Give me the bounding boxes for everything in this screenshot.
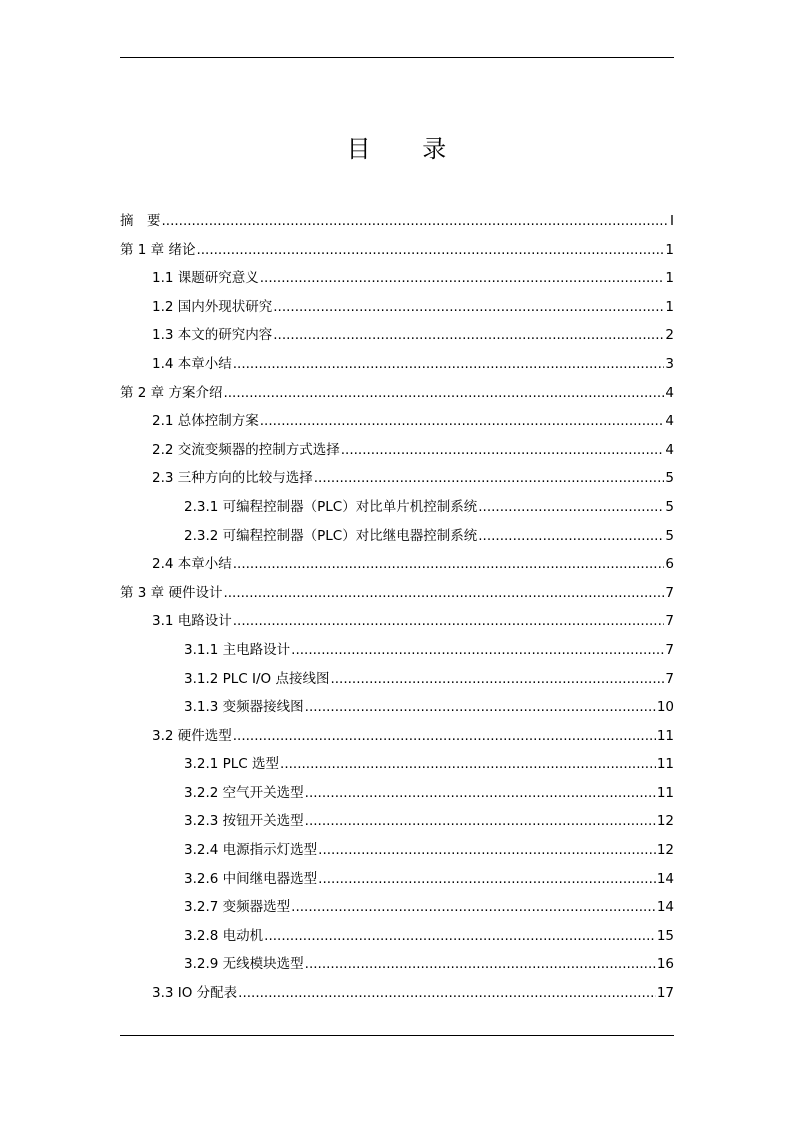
toc-entry[interactable] bbox=[120, 350, 674, 379]
header-rule bbox=[120, 57, 674, 58]
toc-entry-page: 11 bbox=[656, 784, 674, 801]
toc-entry-label: 3.2 硬件选型 bbox=[152, 727, 232, 744]
toc-entry-page: 14 bbox=[656, 899, 674, 916]
toc-entry-leader bbox=[260, 264, 665, 293]
toc-entry-leader bbox=[223, 579, 664, 608]
toc-entry-leader bbox=[318, 836, 656, 865]
toc-entry-page: 5 bbox=[665, 527, 674, 544]
toc-entry-page: 17 bbox=[656, 985, 674, 1002]
toc-entry-label: 3.2.9 无线模块选型 bbox=[184, 956, 304, 973]
footer-rule bbox=[120, 1035, 674, 1036]
toc-entry-label: 3.2.8 电动机 bbox=[184, 927, 264, 944]
toc-entry-leader bbox=[233, 350, 665, 379]
toc-entry-leader bbox=[291, 893, 656, 922]
toc-entry[interactable] bbox=[120, 264, 674, 293]
toc-entry-page: 12 bbox=[656, 842, 674, 859]
toc-entry-page: 3 bbox=[665, 355, 674, 372]
toc-entry-leader bbox=[273, 321, 664, 350]
toc-entry-leader bbox=[341, 436, 665, 465]
toc-entry[interactable] bbox=[120, 836, 674, 865]
toc-entry-label: 3.2.3 按钮开关选型 bbox=[184, 813, 304, 830]
toc-entry-leader bbox=[478, 493, 664, 522]
toc-entry-page: 1 bbox=[665, 270, 674, 287]
toc-entry-label: 1.2 国内外现状研究 bbox=[152, 298, 273, 315]
toc-entry-page: 5 bbox=[665, 498, 674, 515]
toc-entry-label: 3.3 IO 分配表 bbox=[152, 985, 238, 1002]
toc-entry-page: 7 bbox=[665, 641, 674, 658]
toc-entry[interactable] bbox=[120, 522, 674, 551]
toc-entry-page: 6 bbox=[665, 556, 674, 573]
toc-entry[interactable] bbox=[120, 636, 674, 665]
toc-entry-label: 1.3 本文的研究内容 bbox=[152, 327, 273, 344]
toc-entry[interactable] bbox=[120, 779, 674, 808]
toc-entry-label: 第 1 章 绪论 bbox=[120, 241, 196, 258]
toc-entry-leader bbox=[264, 922, 656, 951]
toc-entry-label: 第 3 章 硬件设计 bbox=[120, 584, 223, 601]
toc-entry-label: 3.2.7 变频器选型 bbox=[184, 899, 291, 916]
toc-entry-label: 3.2.2 空气开关选型 bbox=[184, 784, 304, 801]
toc-entry-leader bbox=[238, 979, 656, 1008]
toc-entry-page: 1 bbox=[665, 298, 674, 315]
toc-entry-label: 3.1.2 PLC I/O 点接线图 bbox=[184, 670, 330, 687]
toc-entry[interactable] bbox=[120, 750, 674, 779]
toc-entry-leader bbox=[305, 693, 656, 722]
toc-entry-leader bbox=[314, 464, 665, 493]
toc-entry-leader bbox=[162, 207, 670, 236]
toc-entry-leader bbox=[305, 950, 656, 979]
toc-entry[interactable] bbox=[120, 550, 674, 579]
toc-entry-label: 3.1.3 变频器接线图 bbox=[184, 699, 304, 716]
toc-entry[interactable] bbox=[120, 379, 674, 408]
toc-entry-page: 1 bbox=[665, 241, 674, 258]
toc-entry-page: 14 bbox=[656, 870, 674, 887]
toc-entry-leader bbox=[305, 807, 656, 836]
toc-entry-label: 1.4 本章小结 bbox=[152, 355, 232, 372]
toc-entry-leader bbox=[318, 865, 656, 894]
toc-entry[interactable] bbox=[120, 693, 674, 722]
toc-entry-leader bbox=[291, 636, 664, 665]
toc-entry-label: 2.3 三种方向的比较与选择 bbox=[152, 470, 313, 487]
toc-entry-leader bbox=[233, 607, 665, 636]
toc-entry[interactable] bbox=[120, 407, 674, 436]
toc-entry-label: 2.2 交流变频器的控制方式选择 bbox=[152, 441, 340, 458]
toc-entry[interactable] bbox=[120, 979, 674, 1008]
toc-entry-page: 11 bbox=[656, 756, 674, 773]
toc-entry-label: 3.2.4 电源指示灯选型 bbox=[184, 842, 318, 859]
toc-entry-page: 16 bbox=[656, 956, 674, 973]
toc-entry-leader bbox=[233, 722, 656, 751]
toc-entry-page: I bbox=[670, 213, 674, 229]
table-of-contents bbox=[120, 207, 674, 1008]
toc-entry[interactable] bbox=[120, 893, 674, 922]
toc-title: 目 录 bbox=[346, 135, 469, 163]
toc-entry-page: 4 bbox=[665, 384, 674, 401]
toc-entry[interactable] bbox=[120, 493, 674, 522]
toc-entry-leader bbox=[280, 750, 656, 779]
toc-entry-page: 4 bbox=[665, 413, 674, 430]
toc-entry-label: 摘 要 bbox=[120, 213, 161, 229]
toc-entry-label: 2.3.2 可编程控制器（PLC）对比继电器控制系统 bbox=[184, 527, 478, 544]
toc-entry-leader bbox=[260, 407, 665, 436]
toc-entry-leader bbox=[305, 779, 656, 808]
toc-entry-label: 2.3.1 可编程控制器（PLC）对比单片机控制系统 bbox=[184, 498, 478, 515]
toc-entry-page: 7 bbox=[665, 670, 674, 687]
toc-entry-label: 2.1 总体控制方案 bbox=[152, 413, 259, 430]
toc-entry-label: 3.2.1 PLC 选型 bbox=[184, 756, 280, 773]
toc-entry-page: 11 bbox=[656, 727, 674, 744]
toc-entry-label: 3.1 电路设计 bbox=[152, 613, 232, 630]
toc-entry[interactable] bbox=[120, 579, 674, 608]
toc-entry-page: 10 bbox=[656, 699, 674, 716]
toc-entry[interactable] bbox=[120, 293, 674, 322]
toc-entry-label: 3.2.6 中间继电器选型 bbox=[184, 870, 318, 887]
toc-entry-page: 15 bbox=[656, 927, 674, 944]
toc-entry-leader bbox=[330, 665, 664, 694]
toc-entry[interactable] bbox=[120, 922, 674, 951]
toc-entry[interactable] bbox=[120, 722, 674, 751]
toc-entry-page: 12 bbox=[656, 813, 674, 830]
toc-entry[interactable] bbox=[120, 464, 674, 493]
toc-entry-leader bbox=[233, 550, 665, 579]
toc-entry-leader bbox=[273, 293, 664, 322]
toc-entry-page: 4 bbox=[665, 441, 674, 458]
toc-entry[interactable] bbox=[120, 607, 674, 636]
toc-entry-leader bbox=[478, 522, 664, 551]
toc-entry[interactable] bbox=[120, 236, 674, 265]
toc-entry-label: 2.4 本章小结 bbox=[152, 556, 232, 573]
toc-entry[interactable] bbox=[120, 950, 674, 979]
toc-entry-leader bbox=[196, 236, 664, 265]
toc-entry[interactable] bbox=[120, 807, 674, 836]
toc-entry-page: 2 bbox=[665, 327, 674, 344]
toc-entry-label: 第 2 章 方案介绍 bbox=[120, 384, 223, 401]
toc-entry-page: 5 bbox=[665, 470, 674, 487]
toc-entry-label: 3.1.1 主电路设计 bbox=[184, 641, 291, 658]
toc-entry-label: 1.1 课题研究意义 bbox=[152, 270, 259, 287]
toc-entry[interactable] bbox=[120, 665, 674, 694]
toc-entry[interactable] bbox=[120, 207, 674, 236]
toc-entry[interactable] bbox=[120, 436, 674, 465]
toc-entry-leader bbox=[223, 379, 664, 408]
toc-entry[interactable] bbox=[120, 321, 674, 350]
toc-entry-page: 7 bbox=[665, 613, 674, 630]
toc-entry[interactable] bbox=[120, 865, 674, 894]
toc-entry-page: 7 bbox=[665, 584, 674, 601]
